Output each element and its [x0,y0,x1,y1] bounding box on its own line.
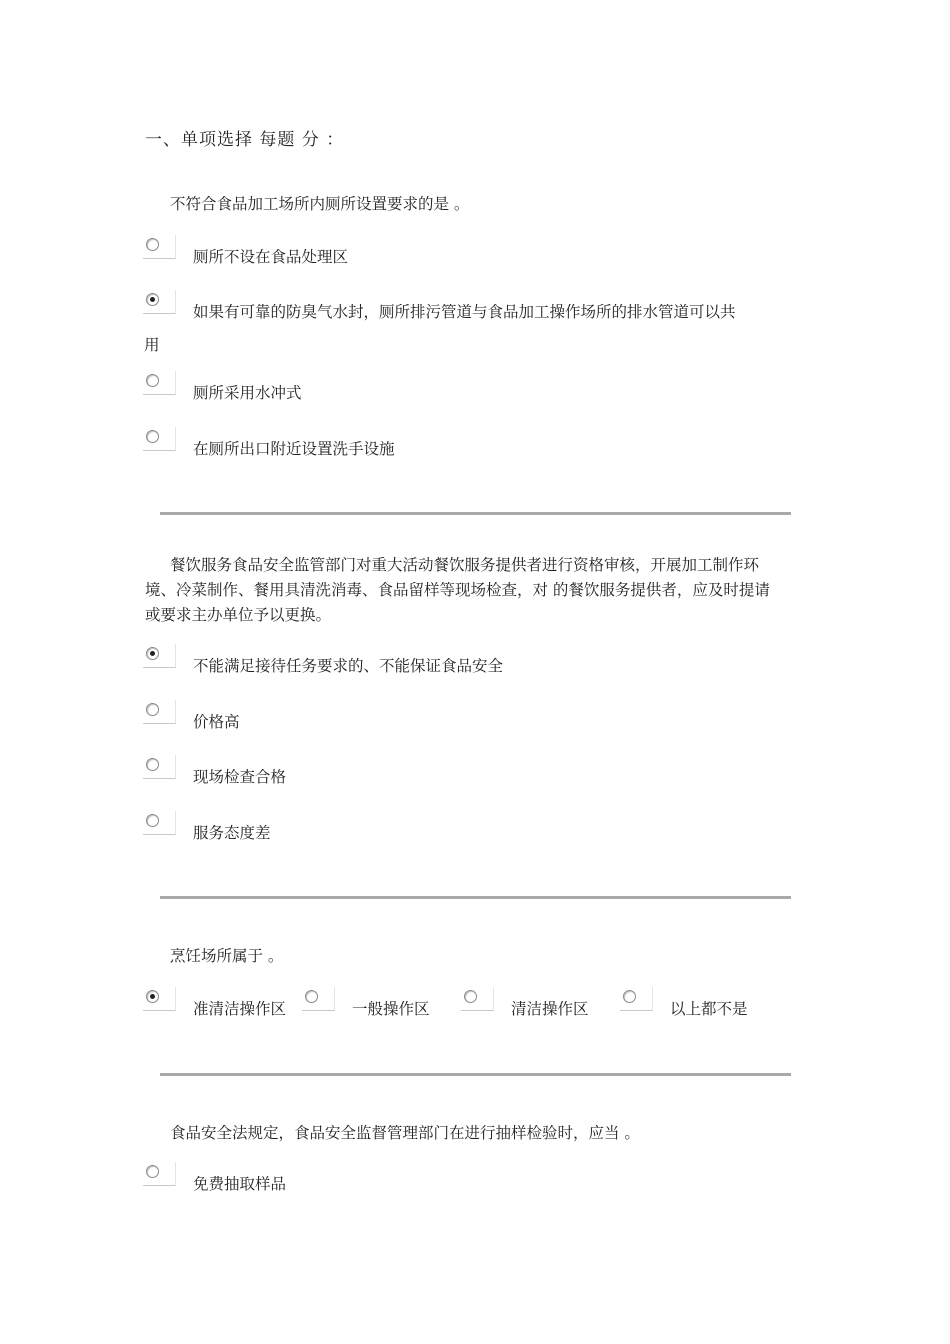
radio-box[interactable] [143,1162,176,1186]
radio-button-checked-icon[interactable] [146,293,159,306]
section-title: 一、单项选择 每题 分 ： [145,130,345,150]
radio-button-icon[interactable] [146,758,159,771]
option-label: 清洁操作区 [511,1000,589,1018]
question-3-text: 烹饪场所属于 。 [170,947,284,965]
option-label: 价格高 [193,713,240,731]
option-label: 如果有可靠的防臭气水封，厕所排污管道与食品加工操作场所的排水管道可以共 [193,303,736,321]
question-divider [160,512,791,515]
question-4-text: 食品安全法规定，食品安全监督管理部门在进行抽样检验时，应当 。 [170,1124,640,1142]
radio-box[interactable] [302,987,335,1011]
radio-button-icon[interactable] [146,374,159,387]
radio-button-checked-icon[interactable] [146,990,159,1003]
radio-button-icon[interactable] [146,430,159,443]
option-label: 一般操作区 [352,1000,430,1018]
radio-button-icon[interactable] [146,1165,159,1178]
radio-box[interactable] [143,235,176,259]
option-label: 在厕所出口附近设置洗手设施 [193,440,395,458]
radio-button-icon[interactable] [305,990,318,1003]
radio-box[interactable] [143,644,176,668]
radio-box[interactable] [143,987,176,1011]
radio-box[interactable] [143,700,176,724]
option-label: 厕所不设在食品处理区 [193,248,349,266]
radio-button-checked-icon[interactable] [146,647,159,660]
radio-box[interactable] [620,987,653,1011]
option-label: 以上都不是 [670,1000,748,1018]
radio-box[interactable] [461,987,494,1011]
radio-button-icon[interactable] [623,990,636,1003]
question-1-text: 不符合食品加工场所内厕所设置要求的是 。 [170,195,470,213]
option-label: 免费抽取样品 [193,1175,287,1193]
question-2-text: 餐饮服务食品安全监管部门对重大活动餐饮服务提供者进行资格审核，开展加工制作环境、冷菜制作、餐用具清洗消毒、食品留样等现场检查，对 的餐饮服务提供者，应及时提请或要求主办单位予以更换。 [145,556,770,624]
radio-button-icon[interactable] [146,814,159,827]
radio-box[interactable] [143,427,176,451]
option-label: 厕所采用水冲式 [193,384,302,402]
option-label: 不能满足接待任务要求的、不能保证食品安全 [193,657,504,675]
option-label-continuation: 用 [144,336,160,354]
option-label: 准清洁操作区 [193,1000,287,1018]
radio-box[interactable] [143,290,176,314]
radio-box[interactable] [143,811,176,835]
radio-button-icon[interactable] [146,238,159,251]
radio-box[interactable] [143,371,176,395]
radio-button-icon[interactable] [464,990,477,1003]
option-label: 现场检查合格 [193,768,287,786]
radio-button-icon[interactable] [146,703,159,716]
option-label: 服务态度差 [193,824,271,842]
question-divider [160,896,791,899]
radio-box[interactable] [143,755,176,779]
question-divider [160,1073,791,1076]
